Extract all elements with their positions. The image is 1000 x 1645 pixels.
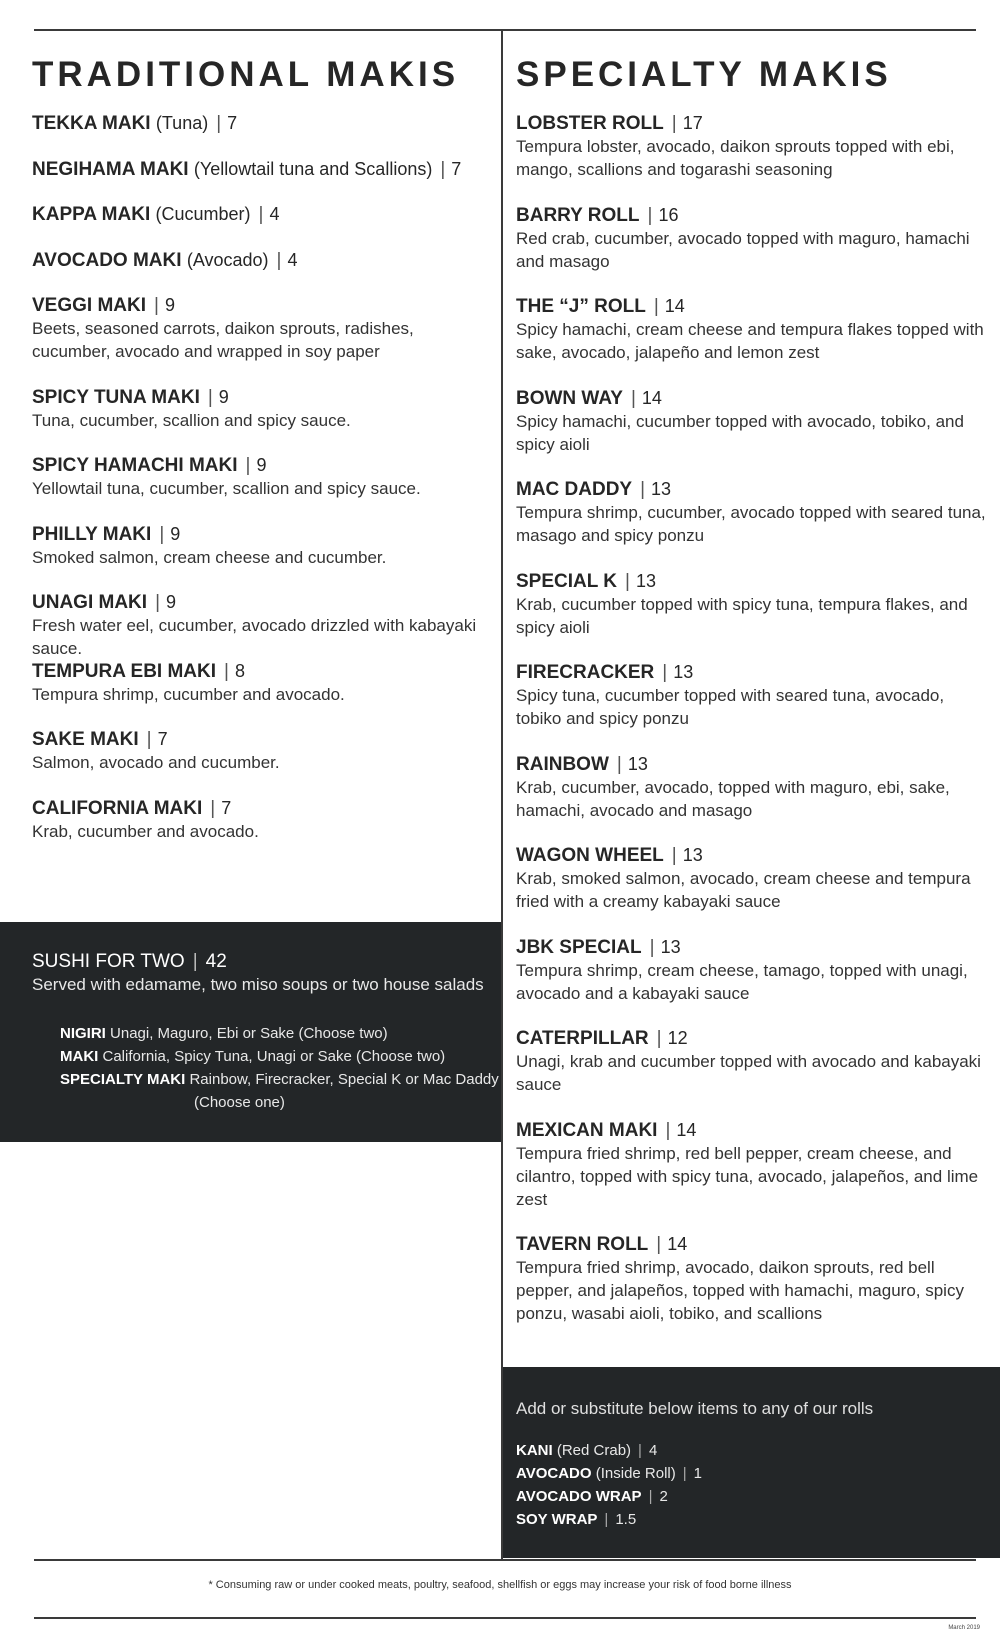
item-price: 16 <box>658 204 679 225</box>
option-text: California, Spicy Tuna, Unagi or Sake (Choose two) <box>102 1048 446 1065</box>
item-price: 14 <box>641 387 662 408</box>
item-name: KAPPA MAKI <box>32 204 151 226</box>
menu-item: CALIFORNIA MAKI | 7 Krab, cucumber and avocado. <box>32 797 492 866</box>
item-description: Beets, seasoned carrots, daikon sprouts, radishes, cucumber, avocado and wrapped in soy paper <box>32 319 414 362</box>
item-price: 7 <box>451 158 462 179</box>
menu-item: AVOCADO MAKI (Avocado) | 4 <box>32 249 298 271</box>
menu-item: FIRECRACKER | 13 Spicy tuna, cucumber topped with seared tuna, avocado, tobiko and spicy ponzu <box>516 661 986 753</box>
traditional-makis-section <box>32 52 492 865</box>
option-row <box>60 1045 500 1068</box>
option-text: Rainbow, Firecracker, Special K or Mac Daddy <box>189 1071 499 1088</box>
menu-item: RAINBOW | 13 Krab, cucumber, avocado, topped with maguro, ebi, sake, hamachi, avocado and masago <box>516 753 986 845</box>
item-description: Tempura lobster, avocado, daikon sprouts topped with ebi, mango, scallions and togarashi seasoning <box>516 137 955 179</box>
item-name: MEXICAN MAKI <box>516 1119 658 1141</box>
item-name: RAINBOW <box>516 753 609 775</box>
item-description: Red crab, cucumber, avocado topped with maguro, hamachi and masago <box>516 228 970 271</box>
menu-item: THE “J” ROLL | 14 Spicy hamachi, cream cheese and tempura flakes topped with sake, avocado, jalapeño and lemon zest <box>516 295 986 387</box>
item-name: CATERPILLAR <box>516 1028 649 1049</box>
menu-item: SPECIAL K | 13 Krab, cucumber topped with spicy tuna, tempura flakes, and spicy aioli <box>516 570 986 662</box>
item-description: Tempura shrimp, cream cheese, tamago, topped with unagi, avocado and a kabayaki sauce <box>516 960 968 1003</box>
add-on-price: 1.5 <box>615 1511 637 1528</box>
add-ons-panel <box>503 1367 1000 1558</box>
item-description: Unagi, krab and cucumber topped with avocado and kabayaki sauce <box>516 1052 981 1094</box>
item-name: SPICY TUNA MAKI <box>32 386 200 408</box>
menu-item: UNAGI MAKI | 9 Fresh water eel, cucumber, avocado drizzled with kabayaki sauce. <box>32 591 492 660</box>
add-ons-intro: Add or substitute below items to any of our rolls <box>516 1399 874 1418</box>
item-price: 7 <box>227 113 238 133</box>
item-description: Spicy hamachi, cucumber topped with avocado, tobiko, and spicy aioli <box>516 411 964 454</box>
item-name: CALIFORNIA MAKI <box>32 797 203 819</box>
menu-item: JBK SPECIAL | 13 Tempura shrimp, cream cheese, tamago, topped with unagi, avocado and a kabayaki sauce <box>516 936 986 1028</box>
item-name: PHILLY MAKI <box>32 523 152 545</box>
add-on-price: 1 <box>693 1465 703 1482</box>
item-description: Krab, smoked salmon, avocado, cream cheese and tempura fried with a creamy kabayaki sauce <box>516 869 971 911</box>
option-label: NIGIRI <box>60 1025 106 1042</box>
bottom-rule <box>34 1559 976 1561</box>
item-price: 8 <box>234 660 245 681</box>
item-price: 9 <box>166 592 177 613</box>
item-name: SAKE MAKI <box>32 729 139 751</box>
item-price: 7 <box>221 797 232 818</box>
menu-item: WAGON WHEEL | 13 Krab, smoked salmon, avocado, cream cheese and tempura fried with a creamy kabayaki sauce <box>516 844 986 936</box>
menu-item: KAPPA MAKI (Cucumber) | 4 <box>32 204 280 226</box>
item-price: 13 <box>651 479 672 499</box>
footer-rule <box>34 1617 976 1619</box>
item-name: SPECIAL K <box>516 570 618 592</box>
menu-item: NEGIHAMA MAKI (Yellowtail tuna and Scallions) | 7 <box>32 158 462 180</box>
add-on-name: KANI <box>516 1442 553 1459</box>
item-price: 4 <box>269 204 280 225</box>
option-label: SPECIALTY MAKI <box>60 1071 186 1088</box>
menu-item: PHILLY MAKI | 9 Smoked salmon, cream cheese and cucumber. <box>32 523 492 592</box>
item-note: (Cucumber) <box>155 204 251 225</box>
item-name: UNAGI MAKI <box>32 592 148 614</box>
item-name: LOBSTER ROLL <box>516 113 664 134</box>
item-price: 14 <box>667 1234 688 1254</box>
item-price: 13 <box>635 570 656 591</box>
top-rule <box>34 29 976 31</box>
item-price: 13 <box>627 753 648 774</box>
health-warning-footnote: * Consuming raw or under cooked meats, poultry, seafood, shellfish or eggs may increase your risk of food borne illness <box>208 1579 792 1591</box>
item-name: AVOCADO MAKI <box>32 249 182 271</box>
item-note: (Yellowtail tuna and Scallions) <box>193 158 433 179</box>
option-row <box>60 1022 500 1045</box>
specialty-makis-section <box>516 52 986 1348</box>
item-name: SPICY HAMACHI MAKI <box>32 455 238 477</box>
option-text: Unagi, Maguro, Ebi or Sake (Choose two) <box>110 1025 388 1042</box>
add-on-item: SOY WRAP | 1.5 <box>516 1511 637 1528</box>
item-description: Fresh water eel, cucumber, avocado drizzled with kabayaki sauce. <box>32 616 477 659</box>
add-on-item: AVOCADO (Inside Roll) | 1 <box>516 1465 703 1482</box>
menu-item: SAKE MAKI | 7 Salmon, avocado and cucumber. <box>32 728 492 797</box>
item-price: 14 <box>676 1119 697 1140</box>
item-price: 9 <box>218 386 229 407</box>
item-price: 4 <box>287 249 298 270</box>
section-heading: TRADITIONAL MAKIS <box>32 55 460 94</box>
menu-item: TEKKA MAKI (Tuna) | 7 <box>32 113 238 134</box>
item-description: Krab, cucumber and avocado. <box>32 821 259 841</box>
option-choose-note: (Choose one) <box>194 1094 285 1111</box>
item-description: Tempura shrimp, cucumber, avocado topped with seared tuna, masago and spicy ponzu <box>516 503 986 545</box>
item-name: MAC DADDY <box>516 479 633 500</box>
menu-item: MEXICAN MAKI | 14 Tempura fried shrimp, red bell pepper, cream cheese, and cilantro, topped with spicy tuna, avocado, jalapeños, and lime zest <box>516 1119 986 1234</box>
add-on-price: 4 <box>648 1442 658 1459</box>
item-name: FIRECRACKER <box>516 662 655 683</box>
option-label: MAKI <box>60 1048 99 1065</box>
item-price: 13 <box>673 662 694 682</box>
item-price: 7 <box>157 729 168 750</box>
add-on-name: AVOCADO WRAP <box>516 1488 642 1505</box>
add-on-name: SOY WRAP <box>516 1511 598 1528</box>
item-price: 17 <box>682 113 703 133</box>
menu-date: March 2019 <box>948 1625 980 1631</box>
column-divider <box>501 29 503 1560</box>
menu-item: MAC DADDY | 13 Tempura shrimp, cucumber, avocado topped with seared tuna, masago and spicy ponzu <box>516 479 986 545</box>
add-on-item: KANI (Red Crab) | 4 <box>516 1442 658 1459</box>
item-description: Spicy tuna, cucumber topped with seared tuna, avocado, tobiko and spicy ponzu <box>516 686 945 728</box>
item-description: Krab, cucumber topped with spicy tuna, tempura flakes, and spicy aioli <box>516 594 968 637</box>
item-name: BOWN WAY <box>516 387 623 409</box>
add-ons-list <box>516 1439 702 1531</box>
item-price: 12 <box>667 1028 688 1048</box>
item-price: 9 <box>256 455 267 476</box>
item-name: TEKKA MAKI <box>32 113 151 134</box>
item-name: NEGIHAMA MAKI <box>32 158 189 180</box>
section-heading: SPECIALTY MAKIS <box>516 55 892 94</box>
item-name: JBK SPECIAL <box>516 936 642 958</box>
item-note: (Avocado) <box>186 249 269 270</box>
menu-item: CATERPILLAR | 12 Unagi, krab and cucumber topped with avocado and kabayaki sauce <box>516 1027 986 1119</box>
item-price: 13 <box>682 845 703 865</box>
menu-item: TEMPURA EBI MAKI | 8 Tempura shrimp, cucumber and avocado. <box>32 660 492 729</box>
sushi-for-two-price: 42 <box>205 951 227 972</box>
item-description: Tempura fried shrimp, avocado, daikon sprouts, red bell pepper, and jalapeños, topped with hamachi, maguro, spicy ponzu, wasabi aioli, tobiko, and scallions <box>516 1258 964 1323</box>
item-price: 14 <box>664 296 685 316</box>
item-name: THE “J” ROLL <box>516 296 646 317</box>
add-on-price: 2 <box>659 1488 668 1505</box>
menu-item: BOWN WAY | 14 Spicy hamachi, cucumber topped with avocado, tobiko, and spicy aioli <box>516 387 986 479</box>
item-price: 13 <box>660 936 681 957</box>
menu-item: SPICY TUNA MAKI | 9 Tuna, cucumber, scallion and spicy sauce. <box>32 386 492 455</box>
item-name: TAVERN ROLL <box>516 1234 649 1255</box>
add-on-name: AVOCADO <box>516 1465 592 1482</box>
item-description: Salmon, avocado and cucumber. <box>32 753 280 773</box>
item-description: Krab, cucumber, avocado, topped with maguro, ebi, sake, hamachi, avocado and masago <box>516 777 950 820</box>
menu-item: SPICY HAMACHI MAKI | 9 Yellowtail tuna, cucumber, scallion and spicy sauce. <box>32 454 492 523</box>
item-description: Spicy hamachi, cream cheese and tempura flakes topped with sake, avocado, jalapeño and lemon zest <box>516 320 984 362</box>
sushi-for-two-options <box>60 1022 500 1114</box>
menu-item: LOBSTER ROLL | 17 Tempura lobster, avocado, daikon sprouts topped with ebi, mango, scallions and togarashi seasoning <box>516 112 986 204</box>
add-on-note: (Red Crab) <box>556 1442 632 1459</box>
item-description: Tempura fried shrimp, red bell pepper, cream cheese, and cilantro, topped with spicy tuna, avocado, jalapeños, and lime zest <box>516 1143 979 1209</box>
item-name: BARRY ROLL <box>516 204 640 226</box>
item-price: 9 <box>170 523 181 544</box>
menu-item: VEGGI MAKI | 9 Beets, seasoned carrots, daikon sprouts, radishes, cucumber, avocado and wrapped in soy paper <box>32 294 492 386</box>
sushi-for-two-subtitle: Served with edamame, two miso soups or two house salads <box>32 975 484 994</box>
item-description: Yellowtail tuna, cucumber, scallion and spicy sauce. <box>32 479 421 499</box>
item-description: Smoked salmon, cream cheese and cucumber. <box>32 547 387 567</box>
item-note: (Tuna) <box>155 113 209 133</box>
item-name: TEMPURA EBI MAKI <box>32 660 217 682</box>
option-row <box>60 1068 500 1091</box>
menu-item: BARRY ROLL | 16 Red crab, cucumber, avocado topped with maguro, hamachi and masago <box>516 204 986 296</box>
add-on-note: (Inside Roll) <box>595 1465 676 1482</box>
menu-item: TAVERN ROLL | 14 Tempura fried shrimp, avocado, daikon sprouts, red bell pepper, and jalapeños, topped with hamachi, maguro, spicy ponzu, wasabi aioli, tobiko, and scallions <box>516 1233 986 1348</box>
sushi-for-two-title: SUSHI FOR TWO | 42 <box>32 951 227 972</box>
item-name: WAGON WHEEL <box>516 845 664 866</box>
item-name: VEGGI MAKI <box>32 295 147 317</box>
add-on-item: AVOCADO WRAP | 2 <box>516 1488 668 1505</box>
item-description: Tempura shrimp, cucumber and avocado. <box>32 684 345 704</box>
item-price: 9 <box>164 295 175 316</box>
sushi-for-two-panel <box>0 922 501 1142</box>
item-description: Tuna, cucumber, scallion and spicy sauce. <box>32 410 351 430</box>
